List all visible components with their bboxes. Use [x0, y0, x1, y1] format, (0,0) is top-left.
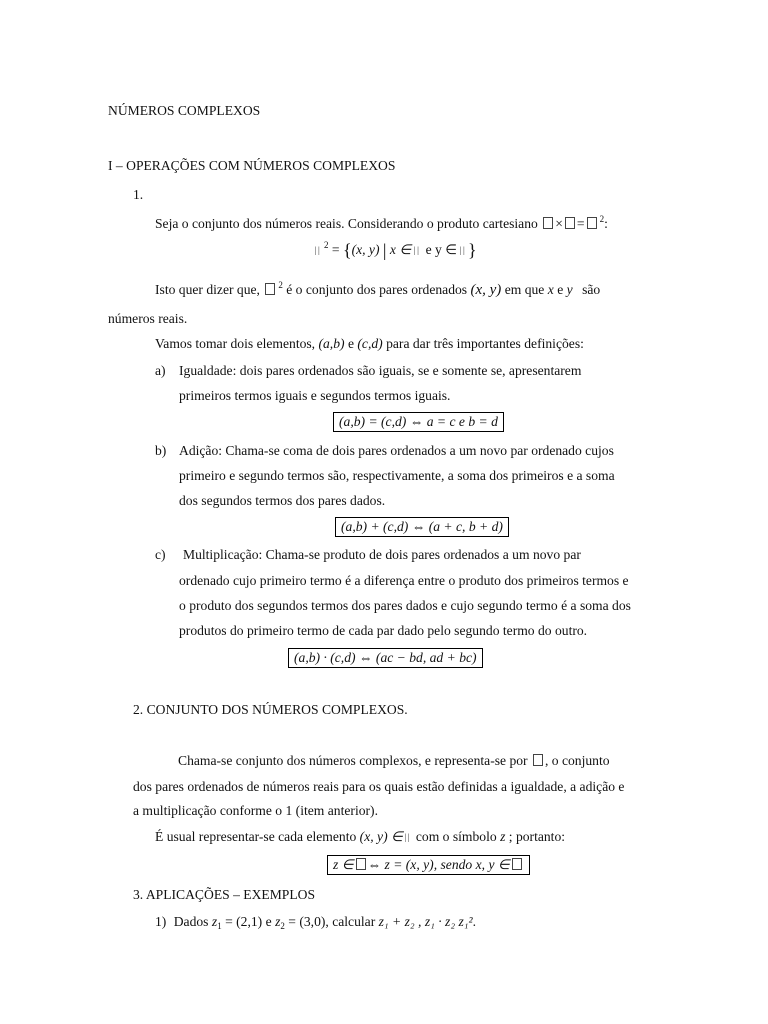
paragraph-text: em que [504, 282, 545, 297]
section-heading: I – OPERAÇÕES COM NÚMEROS COMPLEXOS [108, 158, 396, 173]
multiplication-formula: (a,b) · (c,d) ⇔ (ac − bd, ad + bc) [288, 648, 483, 668]
paragraph-text: são [582, 282, 601, 297]
definition-c-line: Multiplicação: Chama-se produto de dois pares ordenados a um novo par [183, 547, 581, 562]
real-set-symbol-icon [565, 217, 575, 229]
document-title: NÚMEROS COMPLEXOS [108, 103, 261, 118]
section-2-line: dos pares ordenados de números reais para os quais estão definidas a igualdade, a adição e [133, 779, 625, 794]
example-label: 1) [155, 914, 167, 929]
section-2-line [155, 829, 565, 845]
paragraph-text: Chama-se conjunto dos números complexos, e representa-se por [178, 753, 528, 768]
formula-part: (x, y) [351, 242, 380, 257]
definition-c-line: produtos do primeiro termo de cada par dado pelo segundo termo do outro. [179, 623, 588, 638]
complex-set-symbol-icon [356, 858, 366, 870]
paragraph-text: Vamos tomar dois elementos, [155, 336, 316, 351]
product-expression: z₁ · z₂ [424, 914, 456, 929]
paragraph-text: e [265, 914, 272, 929]
definition-b-line: dos segundos termos dos pares dados. [179, 493, 386, 508]
punctuation: : [604, 216, 608, 231]
pair-symbol: (x, y) ∈ [359, 829, 403, 844]
definition-c-line: ordenado cujo primeiro termo é a diferença entre o produto dos primeiros termos e [179, 573, 629, 588]
paragraph-text: ; portanto: [508, 829, 566, 844]
paragraph-2-cont: números reais. [108, 311, 188, 326]
paragraph-text: para dar três importantes definições: [386, 336, 584, 351]
example-1 [155, 914, 476, 931]
definition-c-line: o produto dos segundos termos dos pares dados e cujo segundo termo é a soma dos [179, 598, 631, 613]
formula-part: e y ∈ [425, 242, 458, 257]
definition-b-line: Adição: Chama-se coma de dois pares ordenados a um novo par ordenado cujos [179, 443, 614, 458]
paragraph-text: e [347, 336, 354, 351]
variable-z: z [500, 829, 506, 844]
section-2-line: a multiplicação conforme o 1 (item anterior). [133, 803, 378, 818]
value-z1: = (2,1) [225, 914, 263, 929]
complex-set-symbol-icon [533, 754, 543, 766]
list-label-b: b) [155, 443, 167, 458]
real-set-symbol-icon [265, 283, 275, 295]
real-set-symbol-icon [543, 217, 553, 229]
paragraph-1: Seja o conjunto dos números reais. Considerando o produto cartesiano × = $^2$: [155, 214, 608, 231]
real-set-symbol-icon: || [314, 245, 321, 255]
section-3-heading: 3. APLICAÇÕES – EXEMPLOS [133, 887, 316, 902]
list-label-c: c) [155, 547, 166, 562]
definition-b-line: primeiro e segundo termos são, respectivamente, a soma dos primeiros e a soma [179, 468, 615, 483]
real-set-symbol-icon: || [459, 245, 466, 255]
paragraph-text: É usual representar-se cada elemento [155, 829, 357, 844]
subscript: 1 [217, 921, 222, 931]
equality-formula: (a,b) = (c,d) ⇔ a = c e b = d [333, 412, 504, 432]
paragraph-text: Isto quer dizer que, [155, 282, 260, 297]
paragraph-text: e [557, 282, 564, 297]
section-2-line [178, 753, 610, 769]
formula-part: x ∈ [389, 242, 412, 257]
section-2-heading: 2. CONJUNTO DOS NÚMEROS COMPLEXOS. [133, 702, 408, 717]
paragraph-2: Isto quer dizer que, $^2$ é o conjunto dos pares ordenados (x, y) em que x e y são [155, 280, 601, 298]
complex-definition-formula [327, 855, 530, 875]
pair-symbol: (x, y) [470, 282, 502, 298]
punctuation: . [472, 914, 476, 929]
variable-x: x [547, 282, 554, 297]
formula-part: ⇔ z = (x, y), sendo x, y ∈ [367, 857, 510, 872]
variable-z2: z [275, 914, 281, 929]
complex-set-symbol-icon: || [404, 832, 411, 842]
item-number: 1. [133, 187, 144, 202]
paragraph-text: , o conjunto [544, 753, 610, 768]
paragraph-text: Dados [173, 914, 209, 929]
list-label-a: a) [155, 363, 166, 378]
sum-expression: z₁ + z₂ , [378, 914, 422, 929]
variable-z1: z [211, 914, 218, 929]
set-definition-formula: || $^2$ = {(x, y) | x ∈ || e y ∈ || } [314, 240, 477, 260]
square-expression: z₁² [458, 914, 473, 929]
definition-a-line: Igualdade: dois pares ordenados são iguais, se e somente se, apresentarem [179, 363, 582, 378]
variable-y: y [566, 282, 573, 297]
pair-cd: (c,d) [357, 336, 383, 351]
paragraph-text: é o conjunto dos pares ordenados [286, 282, 468, 297]
subscript: 2 [280, 921, 285, 931]
paragraph-text: Seja o conjunto dos números reais. Considerando o produto cartesiano [155, 216, 538, 231]
real-set-symbol-icon: || [413, 245, 421, 255]
paragraph-text: , calcular [325, 914, 376, 929]
paragraph-3 [155, 336, 584, 352]
value-z2: = (3,0) [288, 914, 326, 929]
definition-a-line: primeiros termos iguais e segundos termos iguais. [179, 388, 451, 403]
real-set-symbol-icon [587, 217, 597, 229]
complex-set-symbol-icon [512, 858, 522, 870]
formula-part: z ∈ [333, 857, 354, 872]
pair-ab: (a,b) [318, 336, 345, 351]
paragraph-text: com o símbolo [415, 829, 497, 844]
addition-formula: (a,b) + (c,d) ⇔ (a + c, b + d) [335, 517, 509, 537]
